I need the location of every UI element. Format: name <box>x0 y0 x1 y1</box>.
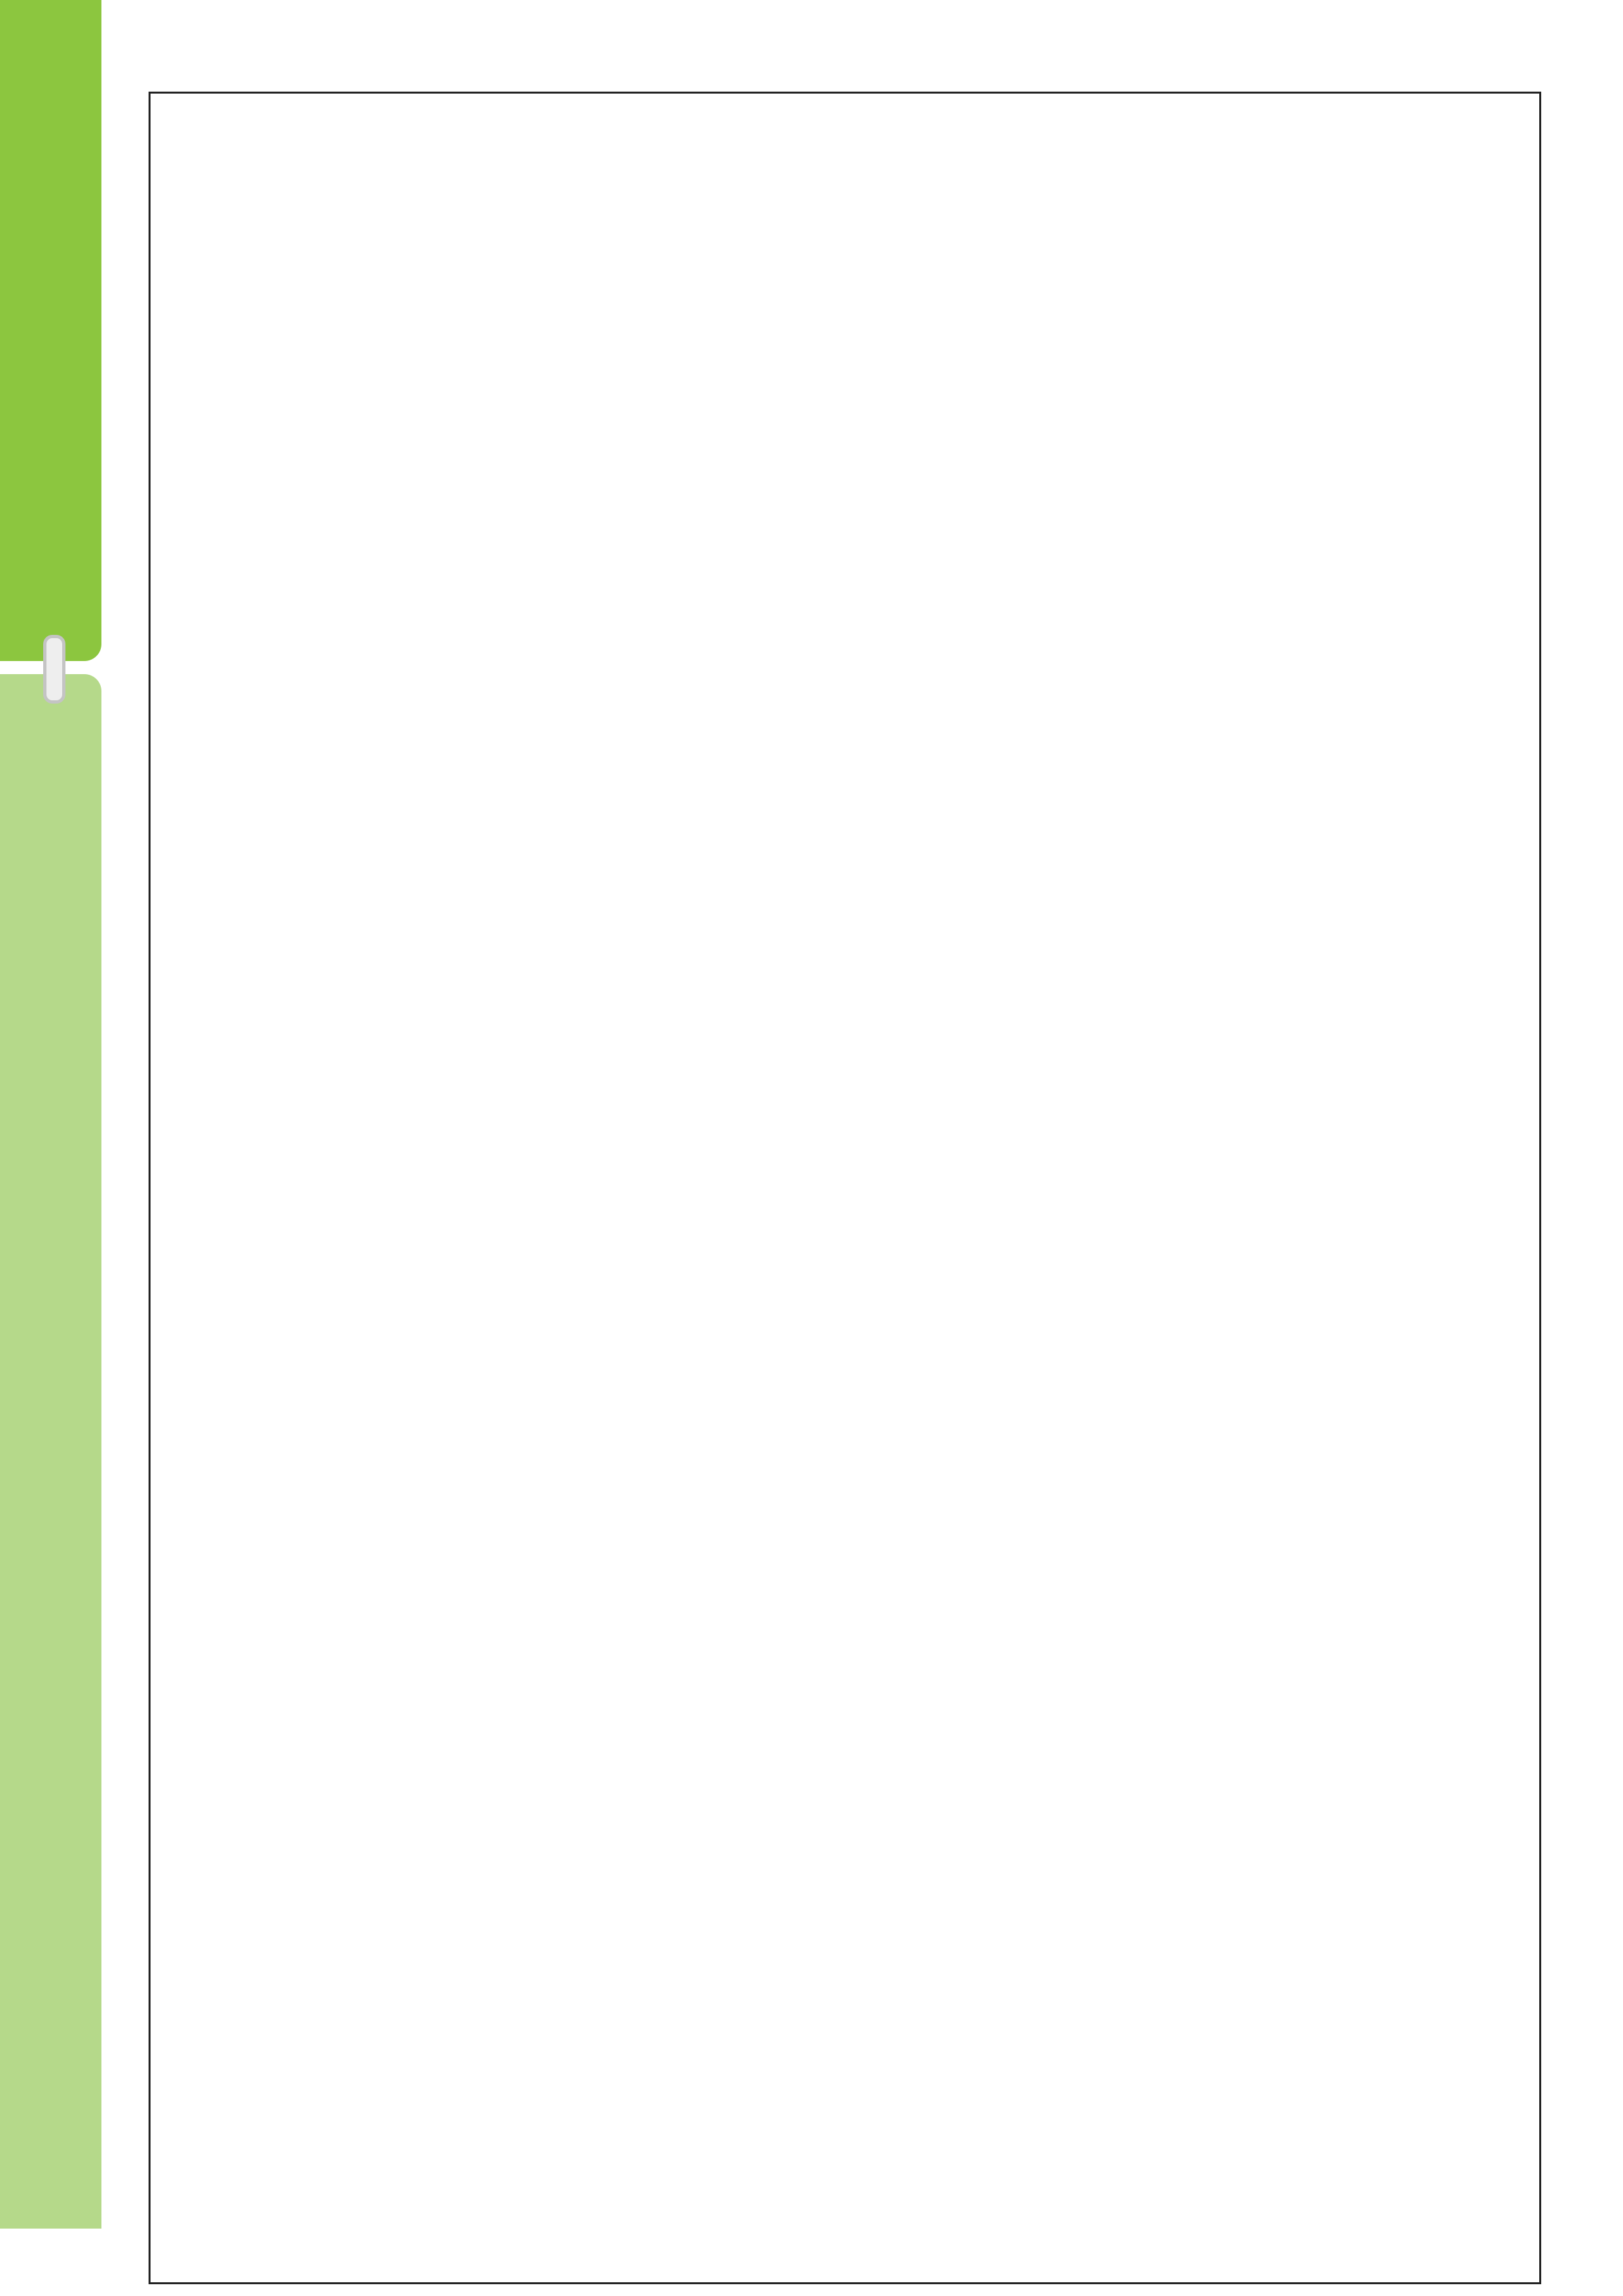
sidebar-stacking-tab <box>0 674 101 2229</box>
binder-ring-icon <box>43 635 65 704</box>
product-grid <box>149 92 1541 2284</box>
sidebar-melamine-tab <box>0 0 101 661</box>
